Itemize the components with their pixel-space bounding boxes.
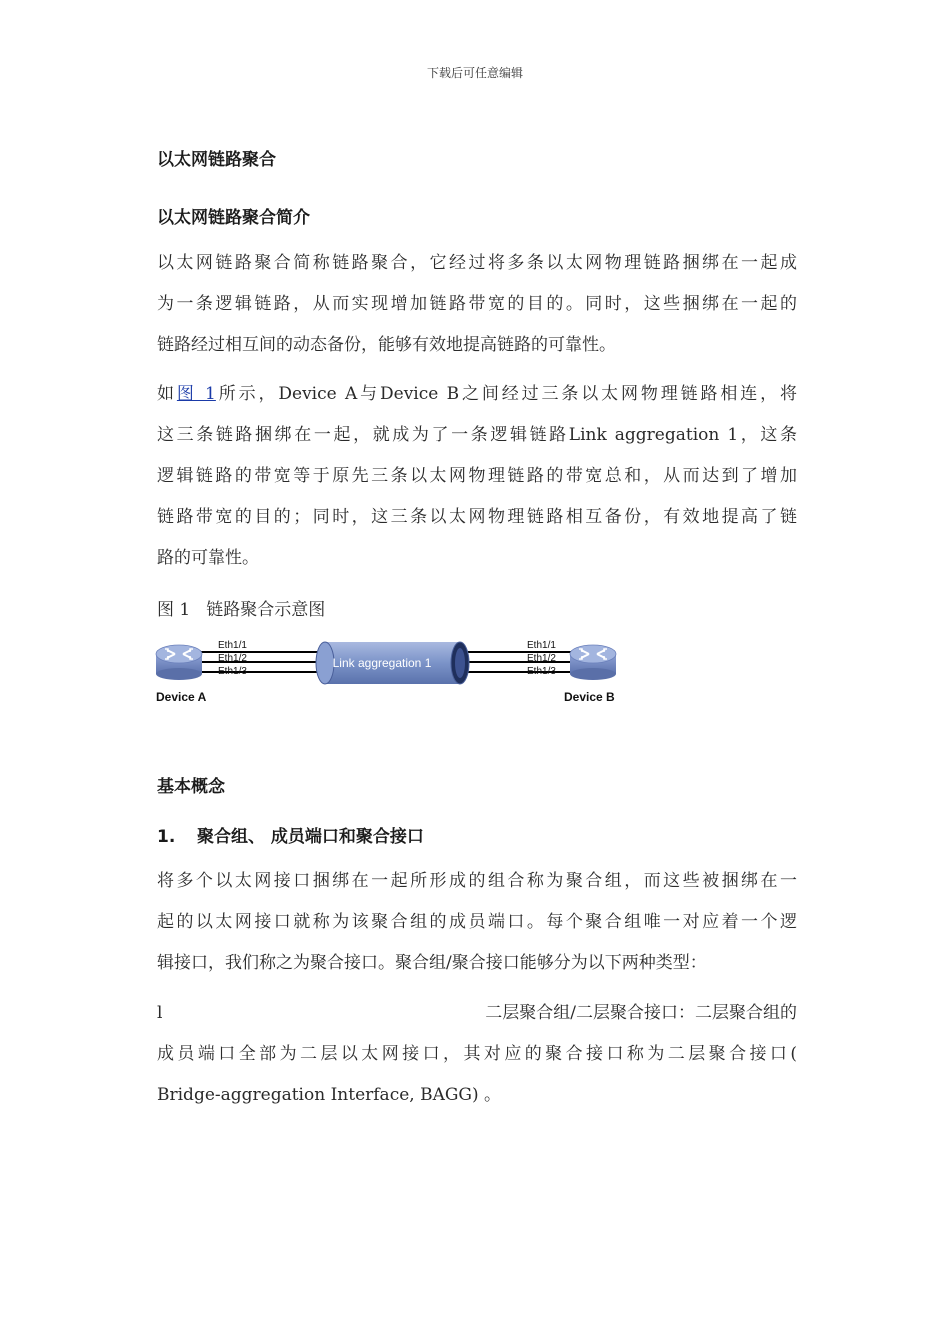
document-title: 以太网链路聚合 [157, 150, 276, 170]
port-label-a-2: Eth1/2 [218, 653, 247, 664]
paragraph-line: 链路经过相互间的动态备份，能够有效地提高链路的可靠性。 [157, 335, 616, 355]
intro-paragraph [157, 243, 797, 366]
paragraph-line: 逻辑链路的带宽等于原先三条以太网物理链路的带宽总和，从而达到了增加 [157, 466, 797, 486]
header-note: 下载后可任意编辑 [426, 66, 523, 80]
port-label-b-3: Eth1/3 [527, 666, 556, 677]
port-label-a-3: Eth1/3 [218, 666, 247, 677]
port-label-a-1: Eth1/1 [218, 640, 247, 651]
subheading-aggregation-group [157, 822, 424, 847]
link-aggregation-diagram [150, 632, 630, 712]
paragraph-line: 为一条逻辑链路，从而实现增加链路带宽的目的。同时，这些捆绑在一起的 [157, 294, 797, 314]
paragraph-line: 以太网链路聚合简称链路聚合，它经过将多条以太网物理链路捆绑在一起成 [157, 253, 797, 273]
paragraph-line: 这三条链路捆绑在一起，就成为了一条逻辑链路Link aggregation 1，这条 [157, 425, 797, 445]
paragraph-line: 辑接口，我们称之为聚合接口。聚合组/聚合接口能够分为以下两种类型： [157, 953, 707, 973]
router-icon [156, 645, 202, 680]
router-icon [570, 645, 616, 680]
paragraph-line: 成员端口全部为二层以太网接口，其对应的聚合接口称为二层聚合接口( [157, 1044, 797, 1064]
device-a-label: Device A [156, 690, 207, 704]
device-b-label: Device B [564, 690, 615, 704]
figure-caption [157, 595, 325, 620]
paragraph-line: 链路带宽的目的；同时，这三条以太网物理链路相互备份，有效地提高了链 [157, 507, 797, 527]
bullet-text: 二层聚合组/二层聚合接口：二层聚合组的 [485, 1003, 797, 1023]
paragraph-line: 路的可靠性。 [157, 548, 259, 568]
port-label-b-2: Eth1/2 [527, 653, 556, 664]
section-heading-concepts: 基本概念 [157, 777, 225, 797]
bullet-layer2-aggregation [157, 993, 797, 1116]
paragraph-line [157, 374, 797, 415]
bullet-first-line [157, 993, 797, 1034]
subheading-text: 聚合组、 成员端口和聚合接口 [197, 827, 424, 847]
text-suffix: 所示，Device A与Device B之间经过三条以太网物理链路相连，将 [215, 384, 798, 404]
figure-1-link[interactable]: 图 1 [176, 384, 216, 404]
paragraph-line: 起的以太网接口就称为该聚合组的成员端口。每个聚合组唯一对应着一个逻 [157, 912, 797, 932]
paragraph-line: Bridge-aggregation Interface, BAGG) 。 [157, 1085, 502, 1105]
paragraph-line: 将多个以太网接口捆绑在一起所形成的组合称为聚合组，而这些被捆绑在一 [157, 871, 797, 891]
figure-reference-paragraph [157, 374, 797, 579]
aggregation-tube [316, 642, 469, 684]
subheading-number: 1. [157, 827, 176, 847]
section-heading-intro: 以太网链路聚合简介 [157, 208, 310, 228]
figure-caption-text: 链路聚合示意图 [206, 600, 326, 620]
concepts-paragraph [157, 861, 797, 984]
figure-label: 图 1 [157, 600, 191, 620]
text-prefix: 如 [157, 384, 177, 404]
port-label-b-1: Eth1/1 [527, 640, 556, 651]
bullet-marker: l [157, 1003, 163, 1023]
aggregation-label: Link aggregation 1 [332, 656, 432, 670]
